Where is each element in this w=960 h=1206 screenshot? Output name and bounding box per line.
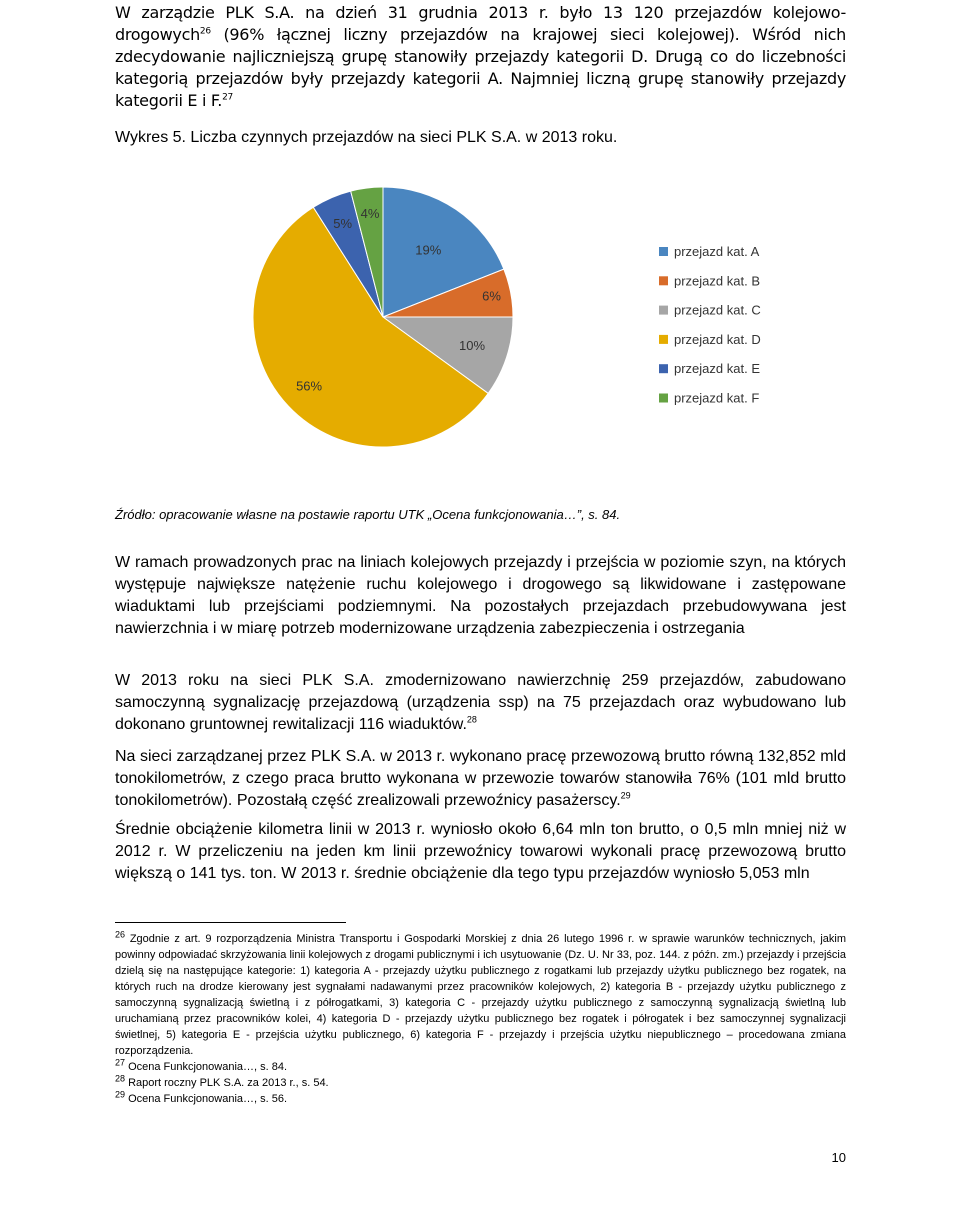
footnote-26 — [115, 931, 846, 1059]
paragraph-1 — [115, 552, 846, 640]
legend-swatch — [659, 364, 668, 373]
pie-chart — [240, 180, 840, 480]
legend-label: przejazd kat. D — [674, 331, 761, 347]
paragraph-4 — [115, 819, 846, 885]
intro-text-2: (96% łącznej liczny przejazdów na krajowej sieci kolejowej). Wśród nich zdecydowanie najliczniejszą grupę stanowiły przejazdy kategorii D. Drugą co do liczebności kategorią przejazdów były przejazdy kategorii A. Najmniej liczną grupę stanowiły przejazdy kategorii E i F. — [115, 25, 846, 110]
footnote-number: 27 — [115, 1057, 126, 1068]
footnote-28 — [115, 1075, 846, 1091]
pie-slice-label: 4% — [360, 205, 380, 221]
footnote-number: 29 — [115, 1089, 126, 1100]
paragraph-3-text: Na sieci zarządzanej przez PLK S.A. w 2013 r. wykonano pracę przewozową brutto równą 132,852 mld tonokilometrów, z czego praca brutto wykonana w przewozie towarów stanowiła 76% (101 mld brutto tonokilometrów). Pozostałą część zrealizowali przewoźnicy pasażerscy. — [115, 748, 846, 809]
footnote-27 — [115, 1059, 846, 1075]
paragraph-2 — [115, 670, 846, 736]
footnote-ref-29[interactable]: 29 — [620, 790, 631, 801]
figure-source: Źródło: opracowanie własne na postawie raportu UTK „Ocena funkcjonowania…”, s. 84. — [115, 507, 621, 522]
paragraph-3 — [115, 746, 846, 812]
footnote-29 — [115, 1091, 846, 1107]
legend-swatch — [659, 306, 668, 315]
pie-slice-label: 6% — [482, 288, 501, 304]
legend-swatch — [659, 335, 668, 344]
page-number: 10 — [831, 1150, 846, 1165]
chart-legend — [659, 244, 761, 406]
legend-label: przejazd kat. F — [674, 390, 760, 406]
pie-slice-label: 56% — [296, 378, 323, 394]
footnote-text: Ocena Funkcjonowania…, s. 84. — [125, 1061, 288, 1073]
footnotes — [115, 931, 846, 1107]
legend-swatch — [659, 276, 668, 285]
pie-slice-label: 19% — [415, 242, 442, 258]
intro-text-1: W zarządzie PLK S.A. na dzień 31 grudnia 2013 r. było 13 120 przejazdów kolejowo-drogowych — [115, 3, 846, 44]
legend-label: przejazd kat. B — [674, 273, 760, 289]
legend-swatch — [659, 394, 668, 403]
footnote-ref-28[interactable]: 28 — [466, 714, 477, 725]
footnote-ref-27[interactable]: 27 — [222, 92, 233, 103]
legend-label: przejazd kat. E — [674, 361, 760, 377]
footnote-text: Ocena Funkcjonowania…, s. 56. — [125, 1093, 288, 1105]
legend-swatch — [659, 247, 668, 256]
legend-label: przejazd kat. A — [674, 244, 760, 259]
legend-label: przejazd kat. C — [674, 302, 761, 318]
footnote-separator — [115, 922, 346, 923]
footnote-number: 26 — [115, 929, 126, 940]
paragraph-2-text: W 2013 roku na sieci PLK S.A. zmodernizowano nawierzchnię 259 przejazdów, zabudowano samoczynną sygnalizację przejazdową (urządzenia ssp) na 75 przejazdach oraz wybudowano lub dokonano gruntownej rewitalizacji 116 wiaduktów. — [115, 672, 846, 733]
paragraph-4-text: Średnie obciążenie kilometra linii w 2013 r. wyniosło około 6,64 mln ton brutto, o 0,5 mln mniej niż w 2012 r. W przeliczeniu na jeden km linii przewoźnicy towarowi wykonali pracę przewozową brutto większą o 141 tys. ton. W 2013 r. średnie obciążenie dla tego typu przejazdów wyniosło 5,053 mln — [115, 821, 846, 882]
intro-paragraph — [115, 2, 846, 112]
figure-caption: Wykres 5. Liczba czynnych przejazdów na sieci PLK S.A. w 2013 roku. — [115, 129, 618, 146]
footnote-text: Zgodnie z art. 9 rozporządzenia Ministra Transportu i Gospodarki Morskiej z dnia 26 lutego 1996 r. w sprawie warunków technicznych, jakim powinny odpowiadać skrzyżowania linii kolejowych z drogami publicznymi i ich usytuowanie (Dz. U. Nr 33, poz. 144. z późn. zm.) przejazdy i przejścia dzielą się na następujące kategorie: 1) kategoria A - przejazdy użytku publicznego z rogatkami lub przejazdy użytku publicznego bez rogatek, na których ruch na drodze kierowany jest sygnałami nadawanymi przez pracowników kolejowych, 2) kategoria B - przejazdy użytku publicznego z samoczynną sygnalizacją świetlną i z półrogatkami, 3) kategoria C - przejazdy użytku publicznego z samoczynną sygnalizacją świetlną lub uruchamianą przez pracowników kolei, 4) kategoria D - przejazdy użytku publicznego bez rogatek i półrogatek i bez samoczynnej sygnalizacji świetlnej, 5) kategoria E - przejścia użytku publicznego, 6) kategoria F - przejazdy i przejścia użytku niepublicznego – procedowana zmiana rozporządzenia. — [115, 933, 846, 1057]
pie-slice-label: 5% — [333, 215, 353, 231]
pie-slice-label: 10% — [458, 337, 486, 353]
footnote-text: Raport roczny PLK S.A. za 2013 r., s. 54. — [125, 1077, 329, 1089]
pie-slices — [253, 187, 513, 447]
footnote-number: 28 — [115, 1073, 126, 1084]
footnote-ref-26[interactable]: 26 — [199, 26, 211, 37]
paragraph-1-text: W ramach prowadzonych prac na liniach kolejowych przejazdy i przejścia w poziomie szyn, na których występuje największe natężenie ruchu kolejowego i drogowego są likwidowane i zastępowane wiaduktami lub przejściami podziemnymi. Na pozostałych przejazdach przebudowywana jest nawierzchnia i w miarę potrzeb modernizowane urządzenia zabezpieczenia i ostrzegania — [115, 554, 846, 637]
